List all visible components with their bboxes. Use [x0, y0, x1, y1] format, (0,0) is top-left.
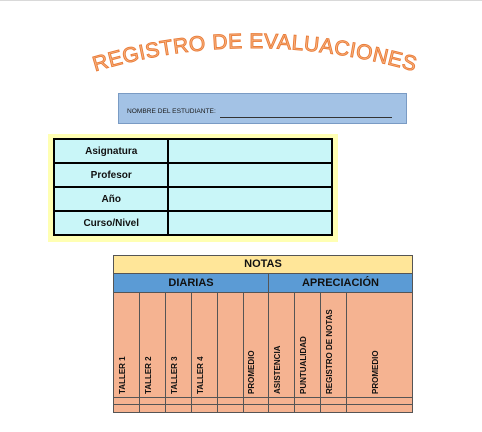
column-label: TALLER 2	[143, 356, 153, 394]
page-title	[60, 18, 440, 78]
info-row	[54, 139, 332, 163]
grade-row-divider	[114, 397, 412, 398]
student-name-box	[118, 93, 407, 124]
info-value-ano[interactable]	[168, 187, 332, 211]
column-label: TALLER 1	[117, 356, 127, 394]
group-diarias: DIARIAS	[114, 274, 269, 293]
info-label-curso: Curso/Nivel	[54, 211, 168, 235]
svg-text:REGISTRO DE EVALUACIONES	[90, 30, 420, 76]
student-name-line[interactable]	[220, 111, 392, 118]
grade-column-taller-3[interactable]	[166, 293, 192, 412]
grade-column-taller-1[interactable]	[114, 293, 140, 412]
grade-column-taller-4[interactable]	[192, 293, 218, 412]
column-label: REGISTRO DE NOTAS	[324, 309, 334, 394]
grade-column-blank[interactable]	[218, 293, 244, 412]
info-label-profesor: Profesor	[54, 163, 168, 187]
grade-column-puntualidad[interactable]	[295, 293, 321, 412]
info-label-ano: Año	[54, 187, 168, 211]
column-label: TALLER 4	[195, 356, 205, 394]
column-label: PROMEDIO	[370, 350, 380, 394]
info-value-asignatura[interactable]	[168, 139, 332, 163]
info-row	[54, 163, 332, 187]
info-value-curso[interactable]	[168, 211, 332, 235]
course-info-panel	[48, 134, 338, 242]
page-title-text: REGISTRO DE EVALUACIONES	[90, 29, 420, 77]
top-divider	[0, 0, 482, 1]
grade-column-registro-de-notas[interactable]	[321, 293, 347, 412]
student-name-label: NOMBRE DEL ESTUDIANTE:	[127, 108, 218, 115]
grades-table	[113, 255, 413, 413]
info-label-asignatura: Asignatura	[54, 139, 168, 163]
column-label: PROMEDIO	[247, 350, 256, 394]
grade-column-promedio-diarias[interactable]	[244, 293, 269, 412]
grade-column-asistencia[interactable]	[269, 293, 295, 412]
column-label: TALLER 3	[169, 356, 179, 394]
column-label: ASISTENCIA	[272, 345, 282, 394]
grade-row-divider	[114, 404, 412, 405]
group-apreciacion: APRECIACIÓN	[269, 274, 412, 293]
grade-column-taller-2[interactable]	[140, 293, 166, 412]
grades-header: NOTAS	[114, 256, 412, 274]
column-label: PUNTUALIDAD	[298, 336, 308, 394]
course-info-table	[53, 138, 333, 236]
info-row	[54, 187, 332, 211]
grade-column-promedio-apreciacion[interactable]	[347, 293, 412, 412]
info-row	[54, 211, 332, 235]
info-value-profesor[interactable]	[168, 163, 332, 187]
